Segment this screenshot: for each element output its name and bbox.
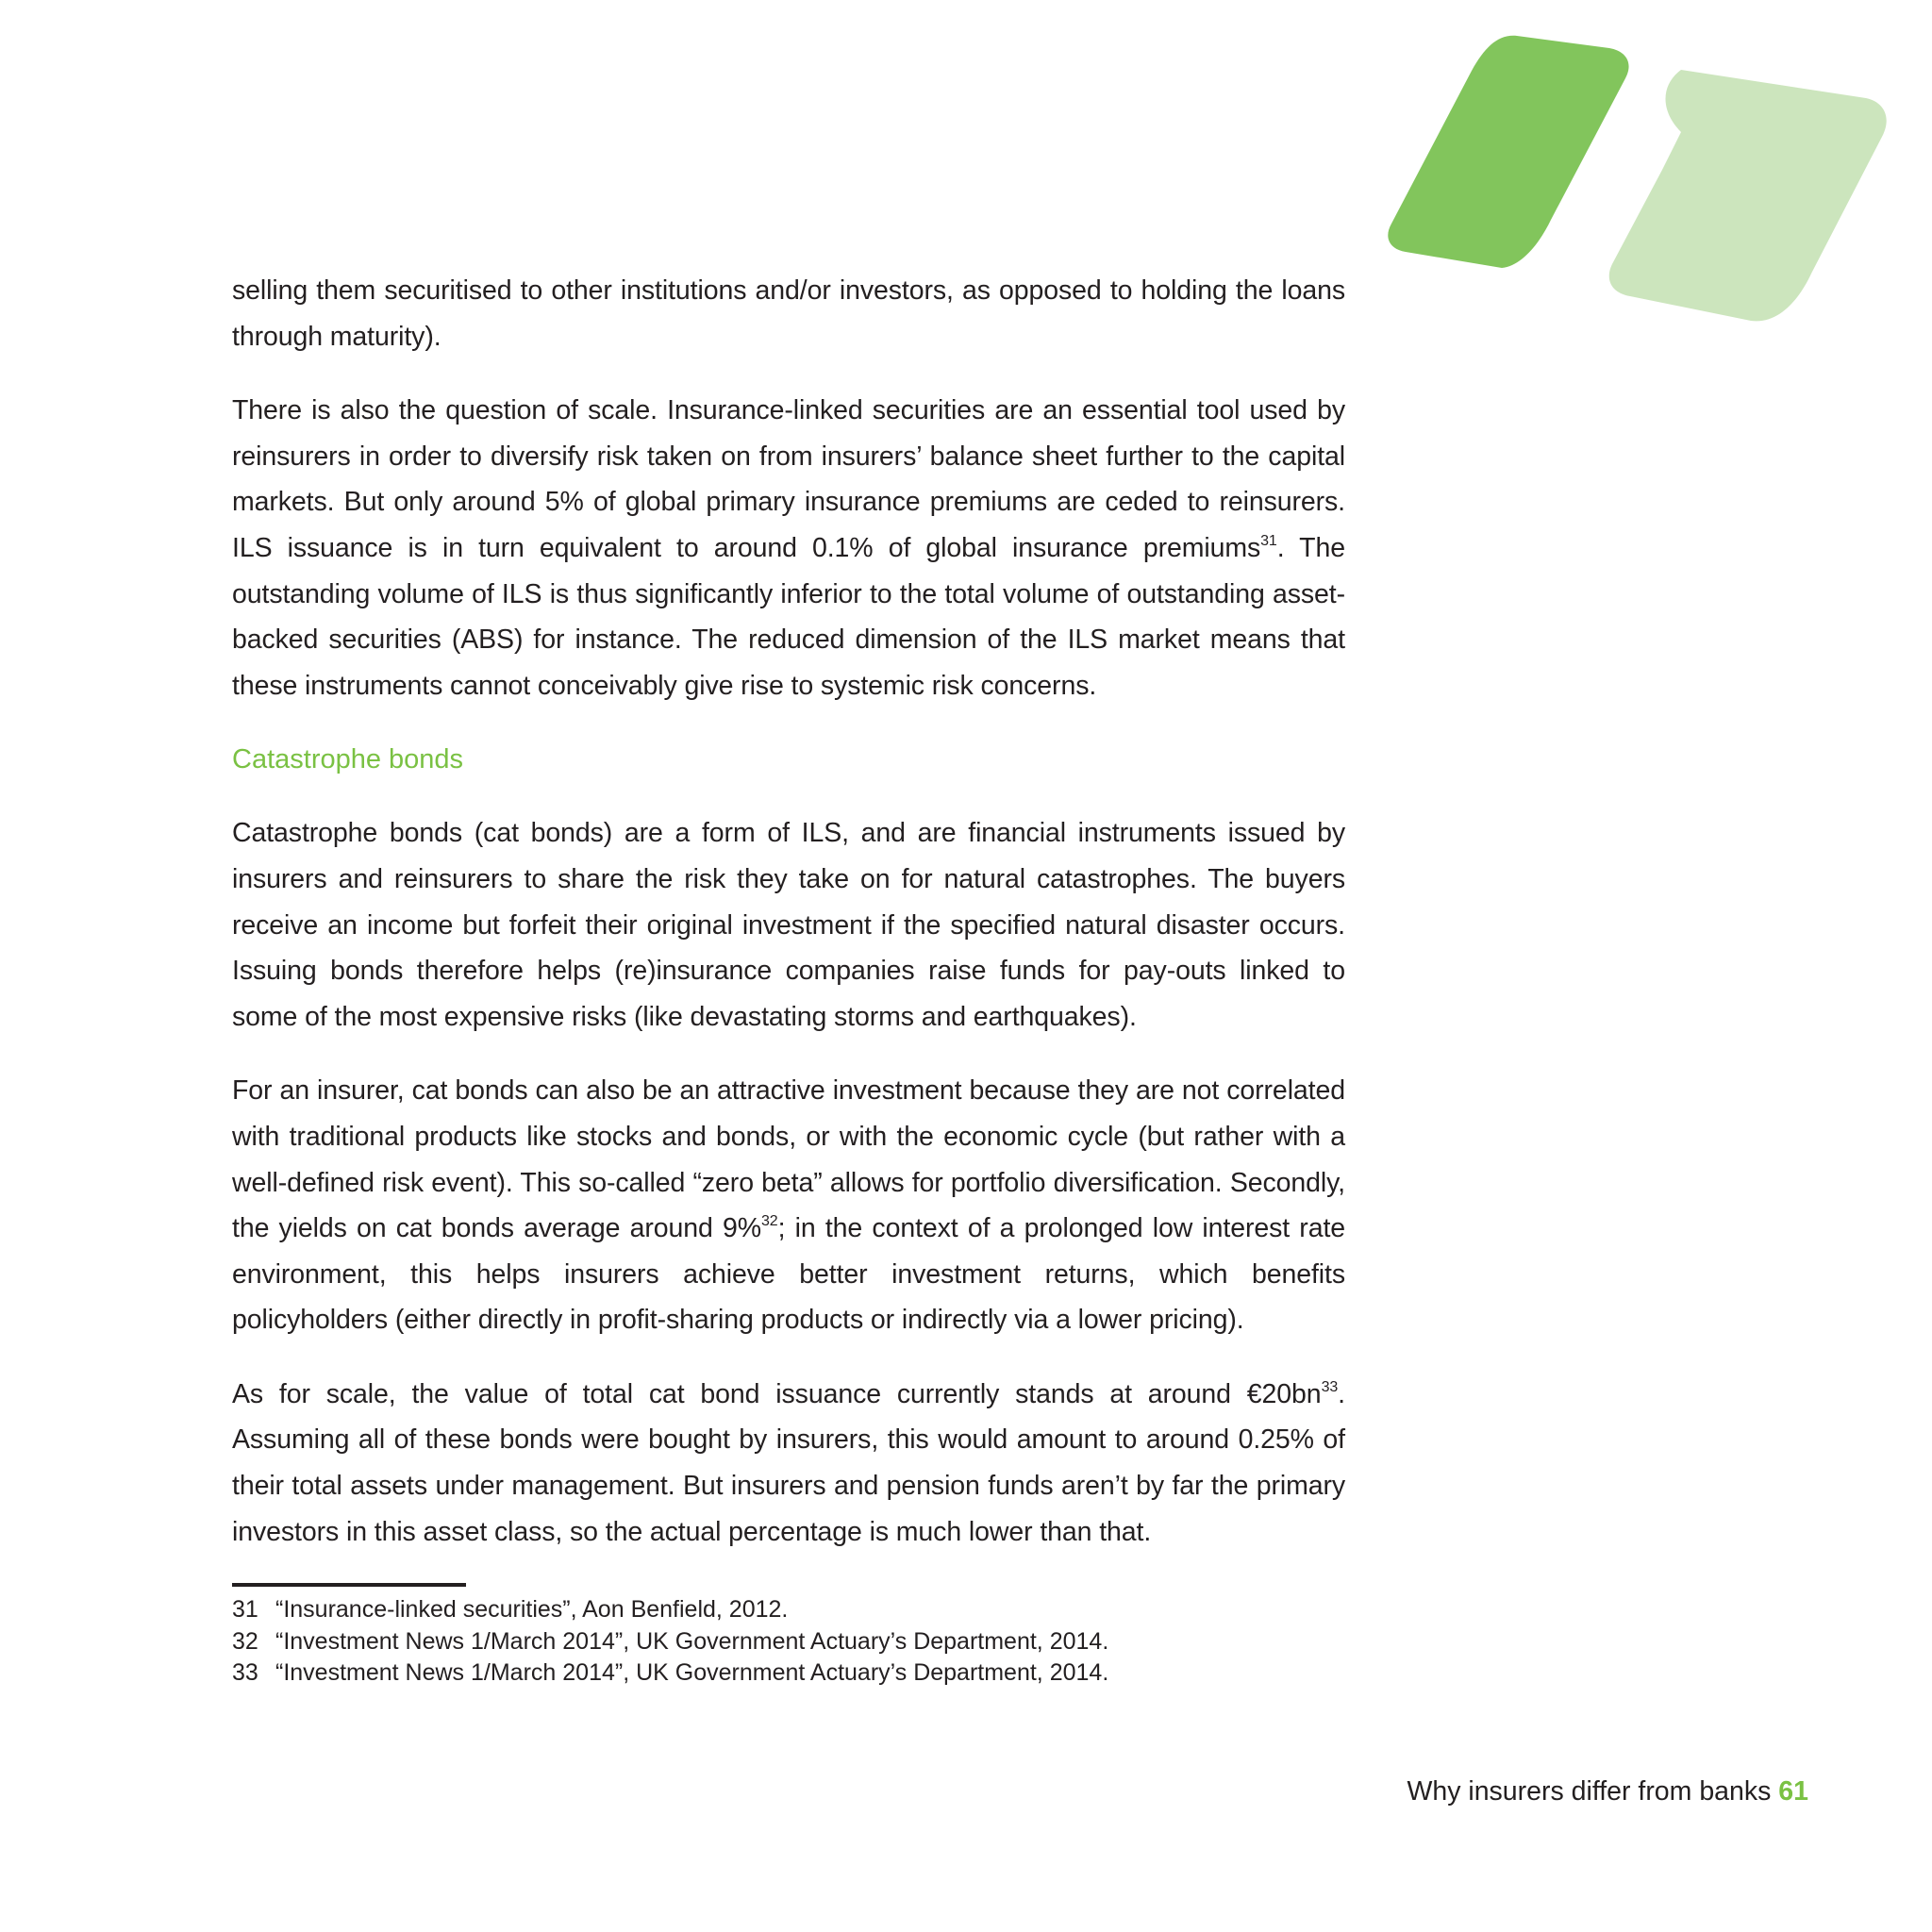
footnote-text: “Investment News 1/March 2014”, UK Government Actuary’s Department, 2014. <box>275 1627 1109 1655</box>
footnote-ref-31[interactable]: 31 <box>1260 532 1277 549</box>
light-green-parallelogram <box>1609 70 1887 321</box>
footnote-text: “Investment News 1/March 2014”, UK Government Actuary’s Department, 2014. <box>275 1659 1109 1687</box>
footnote-text: “Insurance-linked securities”, Aon Benfield, 2012. <box>275 1596 789 1624</box>
section-heading: Catastrophe bonds <box>232 744 464 775</box>
dark-green-parallelogram <box>1388 36 1628 268</box>
footnote-item <box>232 1626 1345 1658</box>
footnote-ref-33[interactable]: 33 <box>1321 1378 1339 1395</box>
paragraph-issuance-text-a: As for scale, the value of total cat bond issuance currently stands at around €20bn <box>232 1378 1322 1409</box>
paragraph-scale-text-a: There is also the question of scale. Insurance-linked securities are an essential tool used by reinsurers in order to diversify risk taken on from insurers’ balance sheet further to the capital markets. But only around 5% of global primary insurance premiums are ceded to reinsurers. ILS issuance is in turn equivalent to around 0.1% of global insurance premiums <box>232 395 1345 563</box>
paragraph-cat-bonds-scale <box>232 1372 1345 1555</box>
main-text-column <box>232 268 1345 1690</box>
paragraph-cat-bonds-investment <box>232 1068 1345 1343</box>
footnote-divider <box>232 1583 466 1587</box>
paragraph-continuation: selling them securitised to other institutions and/or investors, as opposed to holding the loans through maturity). <box>232 275 1345 352</box>
paragraph-cat-bonds-definition: Catastrophe bonds (cat bonds) are a form of ILS, and are financial instruments issued by insurers and reinsurers to share the risk they take on for natural catastrophes. The buyers receive an income but forfeit their original investment if the specified natural disaster occurs. Issuing bonds therefore helps (re)insurance companies raise funds for pay-outs linked to some of the most expensive risks (like devastating storms and earthquakes). <box>232 818 1345 1032</box>
paragraph-investment-text-b: ; in the context of a prolonged low interest rate environment, this helps insurers achieve better investment returns, which benefits policyholders (either directly in profit-sharing products or indirectly via a lower pricing). <box>232 1213 1346 1336</box>
paragraph-scale-text-b: . The outstanding volume of ILS is thus significantly inferior to the total volume of outstanding asset-backed securities (ABS) for instance. The reduced dimension of the ILS market means that these instruments cannot conceivably give rise to systemic risk concerns. <box>232 532 1345 701</box>
footnote-ref-32[interactable]: 32 <box>761 1213 778 1230</box>
page-footer <box>1407 1773 1808 1810</box>
paragraph-investment-text-a: For an insurer, cat bonds can also be an attractive investment because they are not correlated with traditional products like stocks and bonds, or with the economic cycle (but rather with a well-defined risk event). This so-called “zero beta” allows for portfolio diversification. Secondly, the yields on cat bonds average around 9% <box>232 1075 1345 1244</box>
footnote-number: 32 <box>232 1627 258 1655</box>
paragraph-scale <box>232 388 1345 708</box>
footer-title: Why insurers differ from banks <box>1407 1776 1772 1807</box>
footnote-number: 33 <box>232 1659 258 1687</box>
footnote-item <box>232 1657 1345 1690</box>
paragraph-issuance-text-b: . Assuming all of these bonds were bought by insurers, this would amount to around 0.25% of their total assets under management. But insurers and pension funds aren’t by far the primary investors in this asset class, so the actual percentage is much lower than that. <box>232 1378 1345 1547</box>
footnote-number: 31 <box>232 1596 258 1624</box>
page-number: 61 <box>1778 1776 1808 1807</box>
footnote-item <box>232 1594 1345 1626</box>
